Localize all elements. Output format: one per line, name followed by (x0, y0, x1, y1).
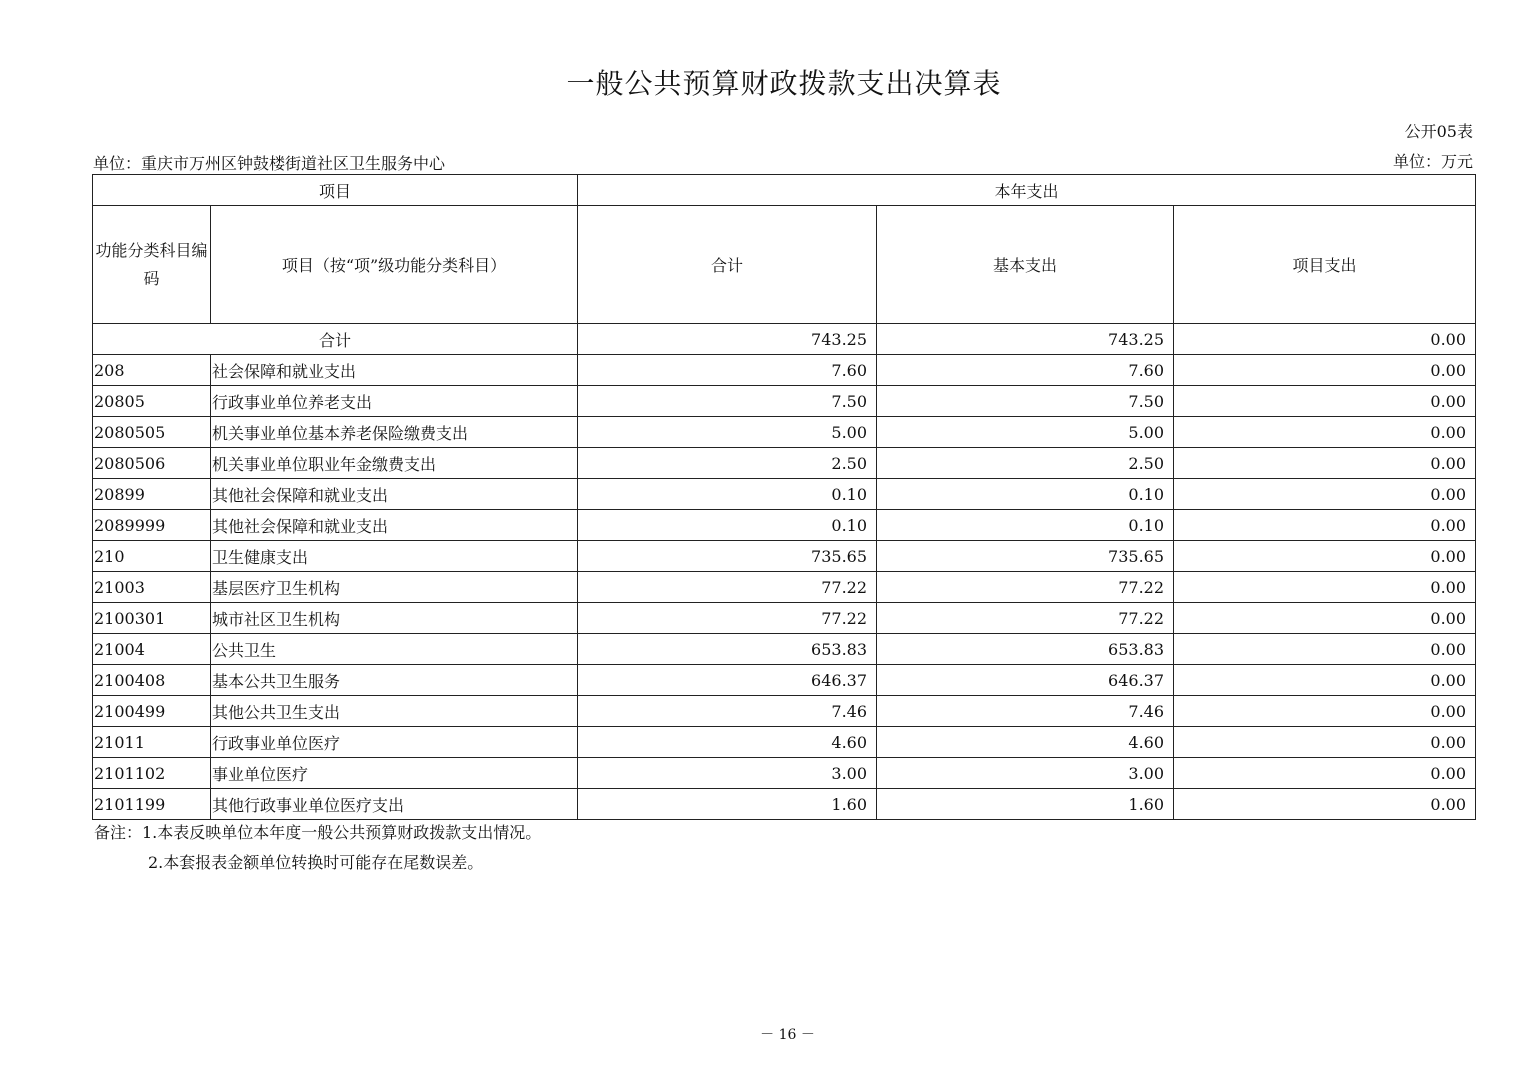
row-name: 公共卫生 (211, 634, 578, 665)
table-row (93, 510, 1476, 541)
row-project: 0.00 (1174, 789, 1476, 820)
table-row (93, 603, 1476, 634)
row-basic: 653.83 (877, 634, 1174, 665)
row-project: 0.00 (1174, 541, 1476, 572)
row-project: 0.00 (1174, 355, 1476, 386)
row-code: 2100499 (93, 696, 211, 727)
row-code: 21011 (93, 727, 211, 758)
row-project: 0.00 (1174, 386, 1476, 417)
header-basic: 基本支出 (877, 206, 1174, 324)
row-project: 0.00 (1174, 448, 1476, 479)
row-name: 行政事业单位养老支出 (211, 386, 578, 417)
row-code: 208 (93, 355, 211, 386)
table-row (93, 727, 1476, 758)
row-total: 7.46 (578, 696, 877, 727)
row-code: 2101199 (93, 789, 211, 820)
row-total: 735.65 (578, 541, 877, 572)
row-total: 77.22 (578, 603, 877, 634)
row-project: 0.00 (1174, 696, 1476, 727)
table-row (93, 665, 1476, 696)
table-row (93, 541, 1476, 572)
row-total: 3.00 (578, 758, 877, 789)
row-name: 卫生健康支出 (211, 541, 578, 572)
row-basic: 7.46 (877, 696, 1174, 727)
row-code: 20805 (93, 386, 211, 417)
row-basic: 646.37 (877, 665, 1174, 696)
row-basic: 0.10 (877, 510, 1174, 541)
row-total: 0.10 (578, 479, 877, 510)
header-project: 项目支出 (1174, 206, 1476, 324)
header-total: 合计 (578, 206, 877, 324)
row-project: 0.00 (1174, 758, 1476, 789)
row-name: 事业单位医疗 (211, 758, 578, 789)
row-basic: 2.50 (877, 448, 1174, 479)
total-basic: 743.25 (877, 324, 1174, 355)
row-basic: 77.22 (877, 572, 1174, 603)
row-code: 2100408 (93, 665, 211, 696)
row-total: 5.00 (578, 417, 877, 448)
row-code: 210 (93, 541, 211, 572)
row-code: 20899 (93, 479, 211, 510)
unit-currency: 单位：万元 (1392, 152, 1473, 171)
row-code: 2100301 (93, 603, 211, 634)
row-total: 646.37 (578, 665, 877, 696)
table-row (93, 789, 1476, 820)
row-total: 77.22 (578, 572, 877, 603)
row-basic: 735.65 (877, 541, 1174, 572)
total-amount: 743.25 (578, 324, 877, 355)
header-code: 功能分类科目编码 (93, 206, 211, 324)
row-project: 0.00 (1174, 603, 1476, 634)
table-row (93, 386, 1476, 417)
row-project: 0.00 (1174, 665, 1476, 696)
note-1: 备注：1.本表反映单位本年度一般公共预算财政拨款支出情况。 (94, 823, 542, 842)
table-row (93, 572, 1476, 603)
row-basic: 7.50 (877, 386, 1174, 417)
row-project: 0.00 (1174, 510, 1476, 541)
total-row (93, 324, 1476, 355)
row-name: 行政事业单位医疗 (211, 727, 578, 758)
row-basic: 4.60 (877, 727, 1174, 758)
row-name: 其他社会保障和就业支出 (211, 479, 578, 510)
row-code: 2080505 (93, 417, 211, 448)
row-name: 其他行政事业单位医疗支出 (211, 789, 578, 820)
page-number: － 16 － (760, 1027, 815, 1043)
unit-organization: 单位：重庆市万州区钟鼓楼街道社区卫生服务中心 (93, 154, 446, 173)
row-total: 1.60 (578, 789, 877, 820)
row-total: 7.50 (578, 386, 877, 417)
header-year-expense: 本年支出 (578, 175, 1476, 206)
form-code: 公开05表 (1404, 122, 1473, 141)
table-row (93, 696, 1476, 727)
table-header-row-2 (93, 206, 1476, 324)
row-name: 基层医疗卫生机构 (211, 572, 578, 603)
row-total: 7.60 (578, 355, 877, 386)
row-name: 其他公共卫生支出 (211, 696, 578, 727)
header-name: 项目（按“项”级功能分类科目） (211, 206, 578, 324)
row-name: 机关事业单位职业年金缴费支出 (211, 448, 578, 479)
row-project: 0.00 (1174, 417, 1476, 448)
table-row (93, 448, 1476, 479)
row-project: 0.00 (1174, 634, 1476, 665)
header-item: 项目 (93, 175, 578, 206)
table-header-row-1 (93, 175, 1476, 206)
expenditure-table (92, 174, 1476, 820)
row-basic: 5.00 (877, 417, 1174, 448)
total-label: 合计 (93, 324, 578, 355)
row-code: 2101102 (93, 758, 211, 789)
row-total: 0.10 (578, 510, 877, 541)
row-name: 其他社会保障和就业支出 (211, 510, 578, 541)
row-name: 城市社区卫生机构 (211, 603, 578, 634)
table-row (93, 355, 1476, 386)
row-basic: 7.60 (877, 355, 1174, 386)
row-basic: 3.00 (877, 758, 1174, 789)
row-project: 0.00 (1174, 572, 1476, 603)
table-row (93, 758, 1476, 789)
row-total: 4.60 (578, 727, 877, 758)
row-project: 0.00 (1174, 479, 1476, 510)
row-name: 机关事业单位基本养老保险缴费支出 (211, 417, 578, 448)
row-code: 21004 (93, 634, 211, 665)
row-total: 653.83 (578, 634, 877, 665)
table-row (93, 417, 1476, 448)
table-row (93, 634, 1476, 665)
row-basic: 0.10 (877, 479, 1174, 510)
row-name: 社会保障和就业支出 (211, 355, 578, 386)
row-basic: 1.60 (877, 789, 1174, 820)
row-code: 2089999 (93, 510, 211, 541)
row-total: 2.50 (578, 448, 877, 479)
row-code: 2080506 (93, 448, 211, 479)
table-row (93, 479, 1476, 510)
row-code: 21003 (93, 572, 211, 603)
total-project: 0.00 (1174, 324, 1476, 355)
row-name: 基本公共卫生服务 (211, 665, 578, 696)
row-basic: 77.22 (877, 603, 1174, 634)
page-title: 一般公共预算财政拨款支出决算表 (566, 67, 1002, 100)
row-project: 0.00 (1174, 727, 1476, 758)
note-2: 2.本套报表金额单位转换时可能存在尾数误差。 (148, 853, 484, 872)
